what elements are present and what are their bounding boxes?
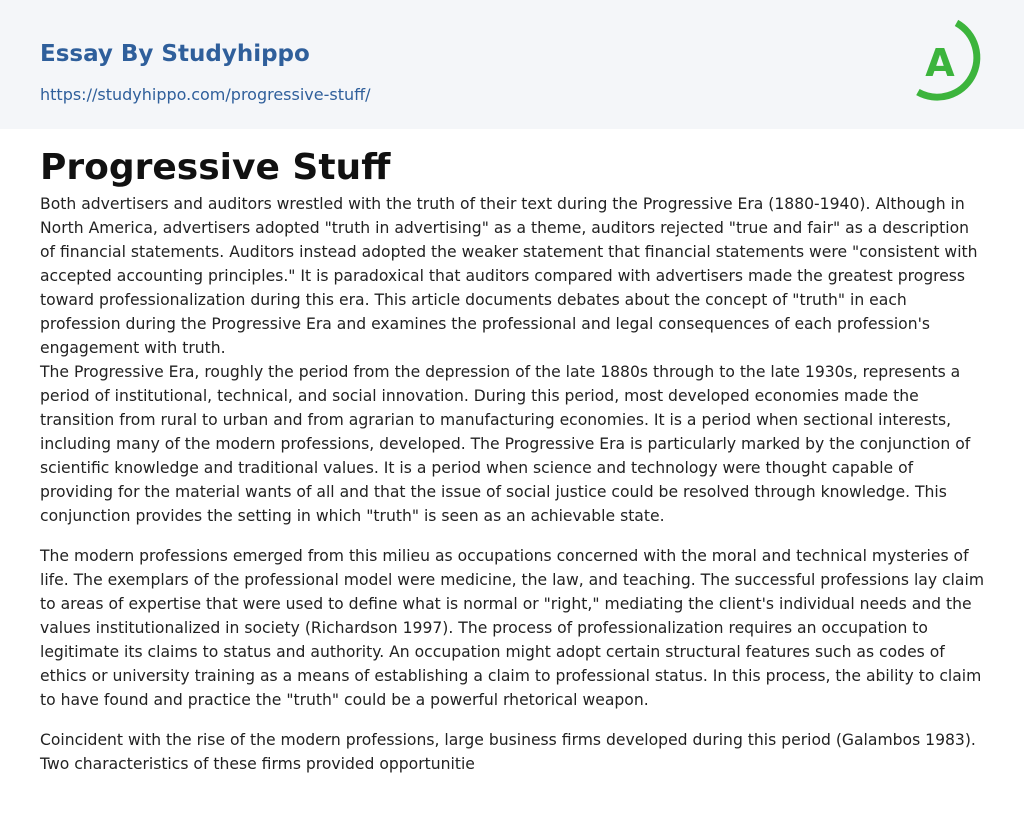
article-content <box>40 144 988 792</box>
article-paragraph: The modern professions emerged from this milieu as occupations concerned with the moral and technical mysteries of life. The exemplars of the professional model were medicine, the law, and teaching. The successful professions lay claim to areas of expertise that were used to define what is normal or "right," mediating the client's individual needs and the values institutionalized in society (Richardson 1997). The process of professionalization requires an occupation to legitimate its claims to status and authority. An occupation might adopt certain structural features such as codes of ethics or university training as a means of establishing a claim to professional status. In this process, the ability to claim to have found and practice the "truth" could be a powerful rhetorical weapon. <box>40 547 985 709</box>
article-paragraph: Both advertisers and auditors wrestled with the truth of their text during the Progressive Era (1880-1940). Although in North America, advertisers adopted "truth in advertising" as a theme, auditors rejected "true and fair" as a description of financial statements. Auditors instead adopted the weaker statement that financial statements were "consistent with accepted accounting principles." It is paradoxical that auditors compared with advertisers made the greatest progress toward professionalization during this era. This article documents debates about the concept of "truth" in each profession during the Progressive Era and examines the professional and legal consequences of each profession's engagement with truth. <box>40 195 978 357</box>
article-paragraph: Coincident with the rise of the modern professions, large business firms developed during this period (Galambos 1983). Two characteristics of these firms provided opportunitie <box>40 731 976 773</box>
logo-letter: A <box>925 41 955 85</box>
site-header <box>0 0 1024 129</box>
site-brand[interactable]: Essay By Studyhippo <box>40 41 310 67</box>
article-url-link[interactable]: https://studyhippo.com/progressive-stuff/ <box>40 85 371 104</box>
article-paragraph: The Progressive Era, roughly the period from the depression of the late 1880s through to the late 1930s, represents a period of institutional, technical, and social innovation. During this period, most developed economies made the transition from rural to urban and from agrarian to manufacturing economies. It is a period when sectional interests, including many of the modern professions, developed. The Progressive Era is particularly marked by the conjunction of scientific knowledge and traditional values. It is a period when science and technology were thought capable of providing for the material wants of all and that the issue of social justice could be resolved through knowledge. This conjunction provides the setting in which "truth" is seen as an achievable state. <box>40 363 971 525</box>
studyhippo-logo-icon[interactable] <box>908 17 988 107</box>
article-title: Progressive Stuff <box>40 147 391 188</box>
